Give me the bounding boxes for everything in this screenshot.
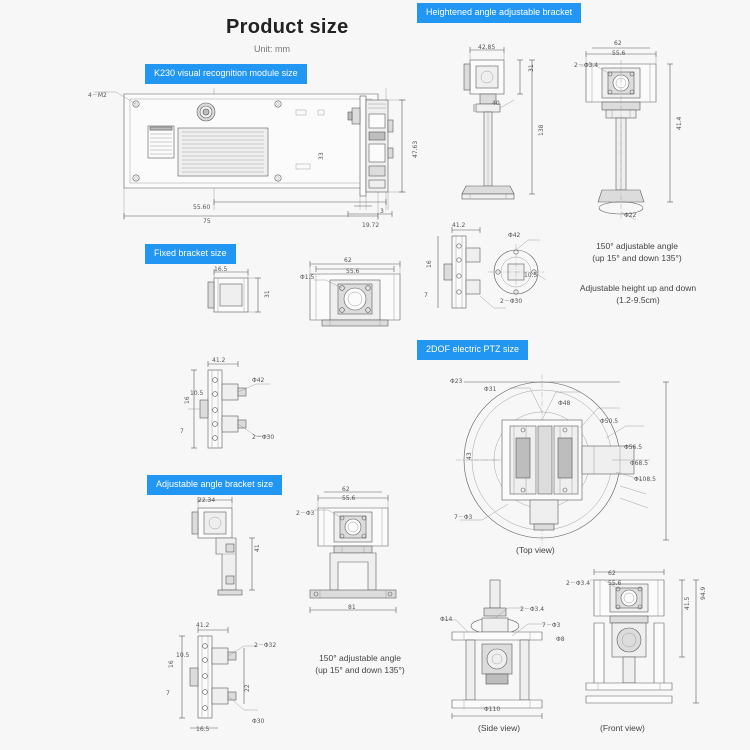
section-tag-adjustable-angle: Adjustable angle bracket size <box>148 476 281 494</box>
ptz-dim-n: 55.6 <box>608 580 622 587</box>
ptz-dim-k: 2－Φ3.4 <box>520 606 545 613</box>
k230-width-inner: 55.60 <box>193 204 211 211</box>
ptz-dim-l: Φ110 <box>484 706 501 713</box>
height-adjust-note-line2: (1.2-9.5cm) <box>616 295 660 305</box>
heightened-dim-a: 42.85 <box>478 44 496 51</box>
k230-side-depth: 19.72 <box>362 222 380 229</box>
ptz-dim-j: 7－Φ3 <box>454 514 473 521</box>
heightened-dim-d: 138 <box>538 124 545 136</box>
heightened-side-view <box>444 34 544 224</box>
k230-side-thickness: 3 <box>380 208 384 215</box>
fixed-bracket-detail-dim-1: 41.2 <box>452 222 466 229</box>
section-tag-ptz: 2DOF electric PTZ size <box>418 341 527 359</box>
fixed-bracket-detail-dim-4: 10.5 <box>524 272 538 279</box>
adjustable-dim-e: 41 <box>254 544 261 552</box>
k230-hole-callout: 4－M2 <box>88 92 107 99</box>
ptz-dim-o: 62 <box>608 570 616 577</box>
ptz-dim-f: Φ56.5 <box>624 444 643 451</box>
heightened-angle-note-line2: (up 15° and down 135°) <box>592 253 682 263</box>
heightened-dim-f: 41.4 <box>676 116 683 130</box>
ptz-top-view-label: (Top view) <box>516 545 555 555</box>
height-adjust-note <box>540 282 736 306</box>
heightened-angle-note-line1: 150° adjustable angle <box>596 241 678 251</box>
ptz-dim-m: Φ8 <box>556 636 565 643</box>
ptz-dim-b: Φ31 <box>484 386 497 393</box>
height-adjust-note-line1: Adjustable height up and down <box>579 283 697 293</box>
adjustable-angle-note-line1: 150° adjustable angle <box>319 653 401 663</box>
adjustable-angle-note <box>280 652 440 676</box>
adjustable-dim-j: 22 <box>244 684 251 692</box>
page-title: Product size <box>226 16 349 38</box>
fixed-bracket-dim-i: 16 <box>184 396 191 404</box>
adjustable-dim-f: 81 <box>348 604 356 611</box>
ptz-dim-i: Φ14 <box>440 616 453 623</box>
fixed-bracket-dim-l: 2－Φ30 <box>252 434 275 441</box>
k230-width-outer: 75 <box>203 218 211 225</box>
fixed-bracket-dim-f: Φ1.5 <box>300 274 315 281</box>
adjustable-dim-k: 10.5 <box>176 652 190 659</box>
heightened-dim-g: 2－Φ3.4 <box>574 62 599 69</box>
ptz-front-view-label: (Front view) <box>600 723 645 733</box>
k230-side-view <box>344 86 414 216</box>
adjustable-dim-c: 55.6 <box>342 495 356 502</box>
adjustable-angle-note-line2: (up 15° and down 135°) <box>315 665 405 675</box>
adjustable-dim-n: Φ30 <box>252 718 265 725</box>
ptz-dim-c: 43 <box>466 452 473 460</box>
fixed-bracket-dim-b: 31 <box>264 290 271 298</box>
heightened-angle-note <box>552 240 722 264</box>
ptz-dim-j2: 7－Φ3 <box>542 622 561 629</box>
ptz-dim-d: Φ48 <box>558 400 571 407</box>
fixed-bracket-detail-dim-3: 16 <box>426 260 433 268</box>
fixed-bracket-dim-g: 41.2 <box>212 357 226 364</box>
ptz-dim-h: Φ108.5 <box>634 476 656 483</box>
ptz-dim-e: Φ50.5 <box>600 418 619 425</box>
section-tag-heightened: Heightened angle adjustable bracket <box>418 4 580 22</box>
fixed-bracket-dim-h: Φ42 <box>252 377 265 384</box>
adjustable-dim-a: 22.34 <box>198 497 216 504</box>
heightened-dim-b: 31 <box>528 64 535 72</box>
ptz-dim-q: 94.9 <box>700 586 707 600</box>
fixed-bracket-detail-dim-2: Φ42 <box>508 232 521 239</box>
fixed-bracket-dim-j: 10.5 <box>190 390 204 397</box>
k230-height-right: 33 <box>318 152 325 160</box>
heightened-dim-c: 40 <box>492 100 500 107</box>
ptz-dim-a: Φ23 <box>450 378 463 385</box>
ptz-front-view <box>568 566 708 720</box>
adjustable-dim-i: 16 <box>168 660 175 668</box>
unit-label: Unit: mm <box>254 44 290 54</box>
ptz-side-view-label: (Side view) <box>478 723 521 733</box>
ptz-dim-g: Φ68.5 <box>630 460 649 467</box>
adjustable-dim-b: 62 <box>342 486 350 493</box>
fixed-bracket-side-plate <box>186 360 276 460</box>
adjustable-dim-h: 2－Φ32 <box>254 642 277 649</box>
k230-side-total: 47.63 <box>412 140 419 158</box>
heightened-dim-h: 55.6 <box>612 50 626 57</box>
adjustable-front-view <box>296 486 412 618</box>
section-tag-k230: K230 visual recognition module size <box>146 65 306 83</box>
ptz-dim-k2: 2－Φ3.4 <box>566 580 591 587</box>
fixed-bracket-dim-a: 16.5 <box>214 266 228 273</box>
section-tag-fixed-bracket: Fixed bracket size <box>146 245 235 263</box>
adjustable-dim-l: 7 <box>166 690 170 697</box>
adjustable-side-view <box>182 494 282 604</box>
heightened-dim-j: Φ22 <box>624 212 637 219</box>
fixed-bracket-detail-dim-5: 7 <box>424 292 428 299</box>
fixed-bracket-dim-d: 62 <box>344 257 352 264</box>
adjustable-dim-g: 41.2 <box>196 622 210 629</box>
heightened-dim-i: 62 <box>614 40 622 47</box>
adjustable-dim-d: 2－Φ3 <box>296 510 315 517</box>
ptz-side-view <box>438 574 568 720</box>
adjustable-dim-m: 16.5 <box>196 726 210 733</box>
fixed-bracket-detail-dim-6: 2－Φ30 <box>500 298 523 305</box>
fixed-bracket-dim-k: 7 <box>180 428 184 435</box>
ptz-dim-p: 41.5 <box>684 596 691 610</box>
fixed-bracket-dim-e: 55.6 <box>346 268 360 275</box>
